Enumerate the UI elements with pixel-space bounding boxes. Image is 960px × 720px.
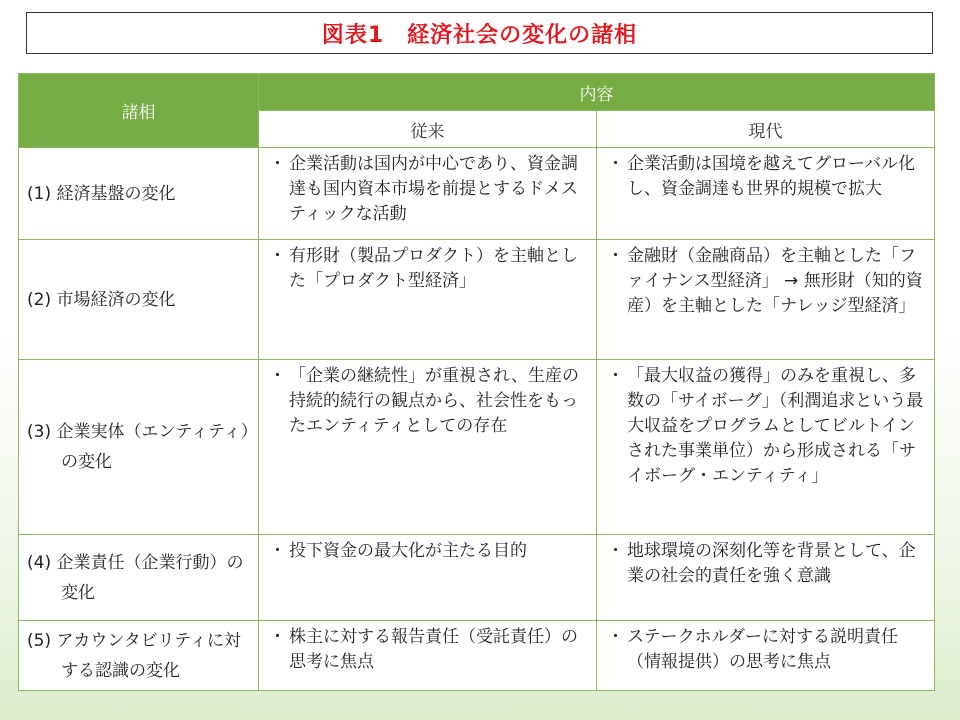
table-row bbox=[19, 148, 935, 240]
row-label: (2) 市場経済の変化 bbox=[27, 289, 176, 310]
now-cell bbox=[597, 240, 935, 360]
page-title: 図表1 経済社会の変化の諸相 bbox=[321, 22, 638, 48]
bullet-mark: ・ bbox=[269, 246, 286, 266]
row-label-cell bbox=[19, 535, 259, 621]
row-label: (1) 経済基盤の変化 bbox=[27, 183, 176, 204]
header-aspect: 諸相 bbox=[19, 74, 259, 148]
header-row-1 bbox=[19, 74, 935, 111]
now-cell bbox=[597, 360, 935, 535]
before-text: 株主に対する報告責任（受託責任）の思考に焦点 bbox=[289, 627, 578, 672]
before-cell bbox=[259, 360, 597, 535]
table-row bbox=[19, 240, 935, 360]
row-label-cell bbox=[19, 148, 259, 240]
bullet-mark: ・ bbox=[269, 154, 286, 174]
row-label-cell bbox=[19, 240, 259, 360]
now-cell bbox=[597, 535, 935, 621]
row-label-cell bbox=[19, 621, 259, 691]
row-label-cell bbox=[19, 360, 259, 535]
now-text: ステークホルダーに対する説明責任（情報提供）の思考に焦点 bbox=[627, 627, 898, 672]
before-cell bbox=[259, 148, 597, 240]
before-cell bbox=[259, 240, 597, 360]
before-text: 企業活動は国内が中心であり、資金調達も国内資本市場を前提とするドメスティックな活動 bbox=[289, 154, 578, 224]
table-row bbox=[19, 360, 935, 535]
row-label: (3) 企業実体（エンティティ）の変化 bbox=[27, 422, 250, 472]
bullet-mark: ・ bbox=[607, 154, 624, 174]
table-row bbox=[19, 535, 935, 621]
header-content: 内容 bbox=[259, 74, 935, 111]
now-text: 「最大収益の獲得」のみを重視し、多数の「サイボーグ」（利潤追求という最大収益をプログラムとしてビルトインされた事業単位）から形成される「サイボーグ・エンティティ」 bbox=[627, 366, 924, 486]
bullet-mark: ・ bbox=[607, 541, 624, 561]
table-row bbox=[19, 621, 935, 691]
now-text: 地球環境の深刻化等を背景として、企業の社会的責任を強く意識 bbox=[627, 541, 916, 586]
row-label: (5) アカウンタビリティに対する認識の変化 bbox=[27, 630, 241, 681]
before-cell bbox=[259, 621, 597, 691]
before-text: 投下資金の最大化が主たる目的 bbox=[289, 541, 527, 561]
now-text: 企業活動は国境を越えてグローバル化し、資金調達も世界的規模で拡大 bbox=[627, 154, 916, 199]
before-text: 「企業の継続性」が重視され、生産の持続的続行の観点から、社会性をもったエンティティとしての存在 bbox=[289, 366, 580, 436]
bullet-mark: ・ bbox=[269, 366, 286, 386]
bullet-mark: ・ bbox=[269, 541, 286, 561]
comparison-table bbox=[18, 73, 935, 691]
title-box bbox=[26, 12, 933, 54]
header-now: 現代 bbox=[597, 111, 935, 148]
now-text: 金融財（金融商品）を主軸とした「ファイナンス型経済」 → 無形財（知的資産）を主軸とした「ナレッジ型経済」 bbox=[627, 246, 923, 316]
bullet-mark: ・ bbox=[607, 627, 624, 647]
before-cell bbox=[259, 535, 597, 621]
now-cell bbox=[597, 621, 935, 691]
before-text: 有形財（製品プロダクト）を主軸とした「プロダクト型経済」 bbox=[289, 246, 578, 291]
header-before: 従来 bbox=[259, 111, 597, 148]
bullet-mark: ・ bbox=[269, 627, 286, 647]
bullet-mark: ・ bbox=[607, 366, 624, 386]
now-cell bbox=[597, 148, 935, 240]
bullet-mark: ・ bbox=[607, 246, 624, 266]
row-label: (4) 企業責任（企業行動）の変化 bbox=[27, 552, 244, 603]
